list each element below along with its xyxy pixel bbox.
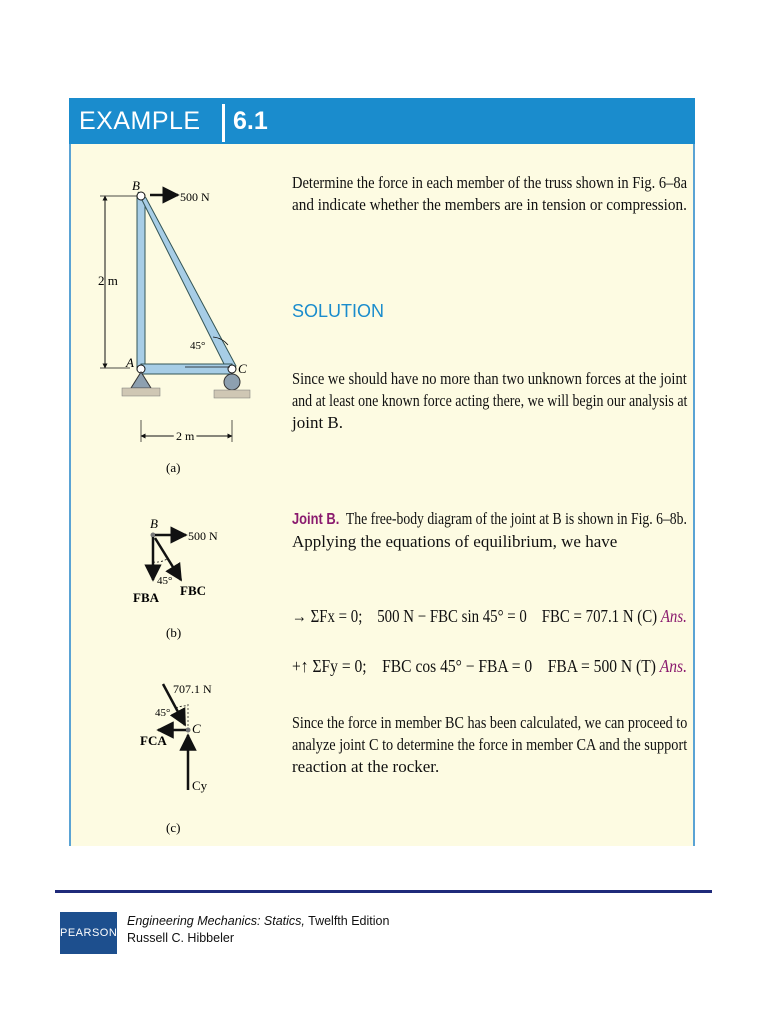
book-title: Engineering Mechanics: Statics,	[127, 914, 305, 928]
problem-line-2: and indicate whether the members are in tension or compression.	[292, 195, 687, 214]
equation-1-ans: Ans.	[660, 606, 687, 626]
equation-2-ans: Ans.	[659, 656, 687, 676]
label-a: A	[126, 355, 134, 370]
angle-45: 45°	[190, 340, 206, 352]
followup-line-1: Since the force in member BC has been calculated, we can proceed to	[292, 713, 688, 732]
equation-2-body: FBC cos 45° − FBA = 0	[382, 656, 533, 676]
equation-2-result: FBA = 500 N (T)	[547, 656, 656, 676]
figure-a	[98, 178, 250, 475]
equation-1-body: 500 N − FBC sin 45° = 0	[377, 606, 527, 626]
followup-line-2: analyze joint C to determine the force in member CA and the support	[292, 735, 688, 754]
force-707-label: 707.1 N	[173, 682, 212, 696]
followup-line-3: reaction at the rocker.	[292, 757, 440, 776]
pearson-logo: PEARSON	[60, 912, 117, 954]
fba-label: FBA	[133, 590, 159, 605]
fbd-angle: 45°	[157, 575, 173, 587]
cy-label: Cy	[192, 778, 208, 793]
rocker-support	[224, 374, 240, 390]
label-b: B	[132, 178, 140, 193]
equation-1-sum: → ΣFx = 0;	[292, 606, 363, 626]
fbc-arrow	[155, 538, 181, 580]
caption-a: (a)	[166, 460, 181, 475]
width-label: 2 m	[176, 429, 195, 443]
intro-line-2: and at least one known force acting there, we will begin our analysis at	[292, 391, 688, 410]
joint-b-text-1: The free-body diagram of the joint at B is shown in Fig. 6–8b.	[345, 509, 687, 528]
member-ca	[141, 364, 232, 374]
book-citation	[127, 913, 389, 947]
equation-2-sum: +↑ ΣFy = 0;	[292, 656, 367, 676]
caption-b: (b)	[166, 625, 182, 640]
fbd-label-b: B	[150, 516, 158, 531]
figure-b	[133, 516, 218, 640]
example-number: 6.1	[233, 107, 268, 135]
fbc-label: FBC	[180, 583, 206, 598]
member-bc	[138, 192, 236, 372]
joint-b-text-2: Applying the equations of equilibrium, we have	[292, 532, 618, 551]
equation-1-result: FBC = 707.1 N (C)	[541, 606, 658, 626]
solution-heading: SOLUTION	[292, 301, 385, 321]
joint-c-angle: 45°	[155, 707, 171, 719]
joint-b-label: Joint B.	[292, 511, 340, 528]
force-500n: 500 N	[180, 190, 210, 204]
height-label: 2 m	[98, 273, 118, 288]
label-c: C	[238, 361, 247, 376]
joint-c-label: C	[192, 721, 201, 736]
book-edition: Twelfth Edition	[304, 914, 390, 928]
figure-c	[140, 682, 212, 835]
book-author: Russell C. Hibbeler	[127, 931, 234, 945]
intro-line-3: joint B.	[292, 413, 344, 432]
problem-line-1: Determine the force in each member of the truss shown in Fig. 6–8a	[292, 173, 688, 192]
caption-c: (c)	[166, 820, 181, 835]
intro-line-1: Since we should have no more than two unknown forces at the joint	[292, 369, 687, 388]
fbd-force-label: 500 N	[188, 529, 218, 543]
example-label: EXAMPLE	[79, 107, 201, 135]
footer-rule	[55, 890, 712, 893]
member-ba	[137, 196, 145, 370]
fca-label: FCA	[140, 733, 167, 748]
